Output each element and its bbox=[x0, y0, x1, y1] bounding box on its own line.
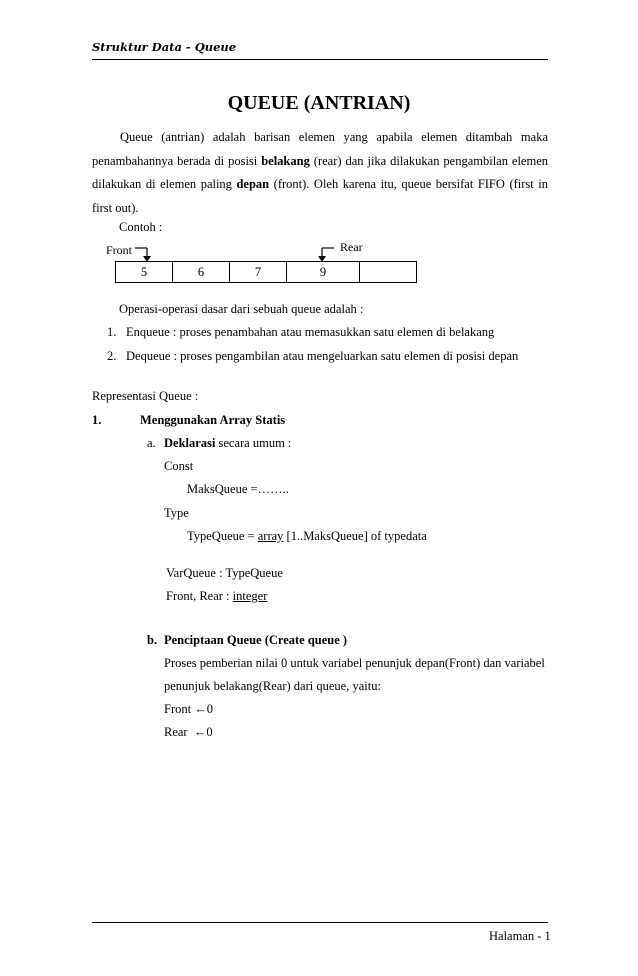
create-queue-heading: Penciptaan Queue (Create queue ) bbox=[164, 633, 348, 647]
footer-rule bbox=[92, 922, 548, 923]
front-assignment bbox=[164, 702, 213, 717]
queue-array-table bbox=[115, 261, 417, 283]
queue-row bbox=[116, 262, 417, 283]
create-queue-line-2: penunjuk belakang(Rear) dari queue, yaitu: bbox=[164, 679, 381, 693]
document-title: QUEUE (ANTRIAN) bbox=[227, 92, 411, 114]
code-maksqueue: MaksQueue =…….. bbox=[187, 482, 289, 496]
example-label: Contoh : bbox=[119, 220, 163, 234]
item-label-a: a. bbox=[147, 436, 156, 450]
queue-cell: 6 bbox=[173, 262, 230, 283]
running-header: Struktur Data - Queue bbox=[92, 40, 237, 54]
queue-cell: 5 bbox=[116, 262, 173, 283]
rear-assign-value: 0 bbox=[206, 725, 213, 739]
representation-heading: Representasi Queue : bbox=[92, 389, 199, 403]
front-assign-label: Front bbox=[164, 702, 192, 716]
intro-text-2: (rear) dan jika dilakukan pengambilan elemen dilakukan di elemen paling bbox=[92, 153, 548, 191]
operation-number: 2. bbox=[107, 349, 117, 363]
assign-arrow-icon: ← bbox=[194, 702, 207, 716]
frontrear-pre: Front, Rear : bbox=[166, 589, 233, 603]
declaration-bold: Deklarasi bbox=[164, 436, 216, 450]
rear-assign-label: Rear bbox=[164, 725, 188, 739]
section-number: 1. bbox=[92, 413, 102, 427]
page-number: Halaman - 1 bbox=[489, 929, 551, 943]
header-rule bbox=[92, 59, 548, 60]
typequeue-pre: TypeQueue = bbox=[187, 529, 258, 543]
declaration-heading bbox=[164, 436, 291, 451]
typequeue-array: array bbox=[257, 529, 284, 543]
intro-text-1: Queue (antrian) adalah barisan elemen yang apabila elemen ditambah maka penambahannya berada di posisi bbox=[92, 130, 548, 168]
front-label: Front bbox=[106, 243, 133, 257]
typequeue-post: [1..MaksQueue] of typedata bbox=[283, 529, 427, 543]
operations-intro: Operasi-operasi dasar dari sebuah queue adalah : bbox=[119, 302, 364, 316]
frontrear-type: integer bbox=[232, 589, 268, 603]
code-varqueue: VarQueue : TypeQueue bbox=[166, 566, 283, 580]
section-title-array-statis: Menggunakan Array Statis bbox=[140, 413, 286, 427]
rear-assignment bbox=[164, 725, 213, 740]
assign-arrow-icon: ← bbox=[193, 725, 207, 739]
front-assign-value: 0 bbox=[206, 702, 213, 716]
code-front-rear bbox=[166, 589, 267, 604]
intro-text-3: (front). Oleh karena itu, queue bersifat FIFO (first in first out). bbox=[92, 177, 548, 215]
queue-cell: 9 bbox=[287, 262, 360, 283]
operation-dequeue: Dequeue : proses pengambilan atau mengeluarkan satu elemen di posisi depan bbox=[126, 349, 519, 363]
queue-cell: 7 bbox=[230, 262, 287, 283]
operation-number: 1. bbox=[107, 325, 117, 339]
intro-bold-belakang: belakang bbox=[261, 153, 310, 168]
declaration-rest: secara umum : bbox=[215, 436, 292, 450]
intro-paragraph bbox=[92, 126, 548, 220]
rear-label: Rear bbox=[340, 240, 363, 254]
intro-bold-depan: depan bbox=[236, 177, 270, 191]
queue-cell bbox=[360, 262, 417, 283]
code-typequeue bbox=[187, 529, 427, 544]
code-type: Type bbox=[164, 506, 189, 520]
item-label-b: b. bbox=[147, 633, 158, 647]
create-queue-line-1: Proses pemberian nilai 0 untuk variabel penunjuk depan(Front) dan variabel bbox=[164, 656, 545, 670]
code-const: Const bbox=[164, 459, 194, 473]
operation-enqueue: Enqueue : proses penambahan atau memasukkan satu elemen di belakang bbox=[126, 325, 495, 339]
